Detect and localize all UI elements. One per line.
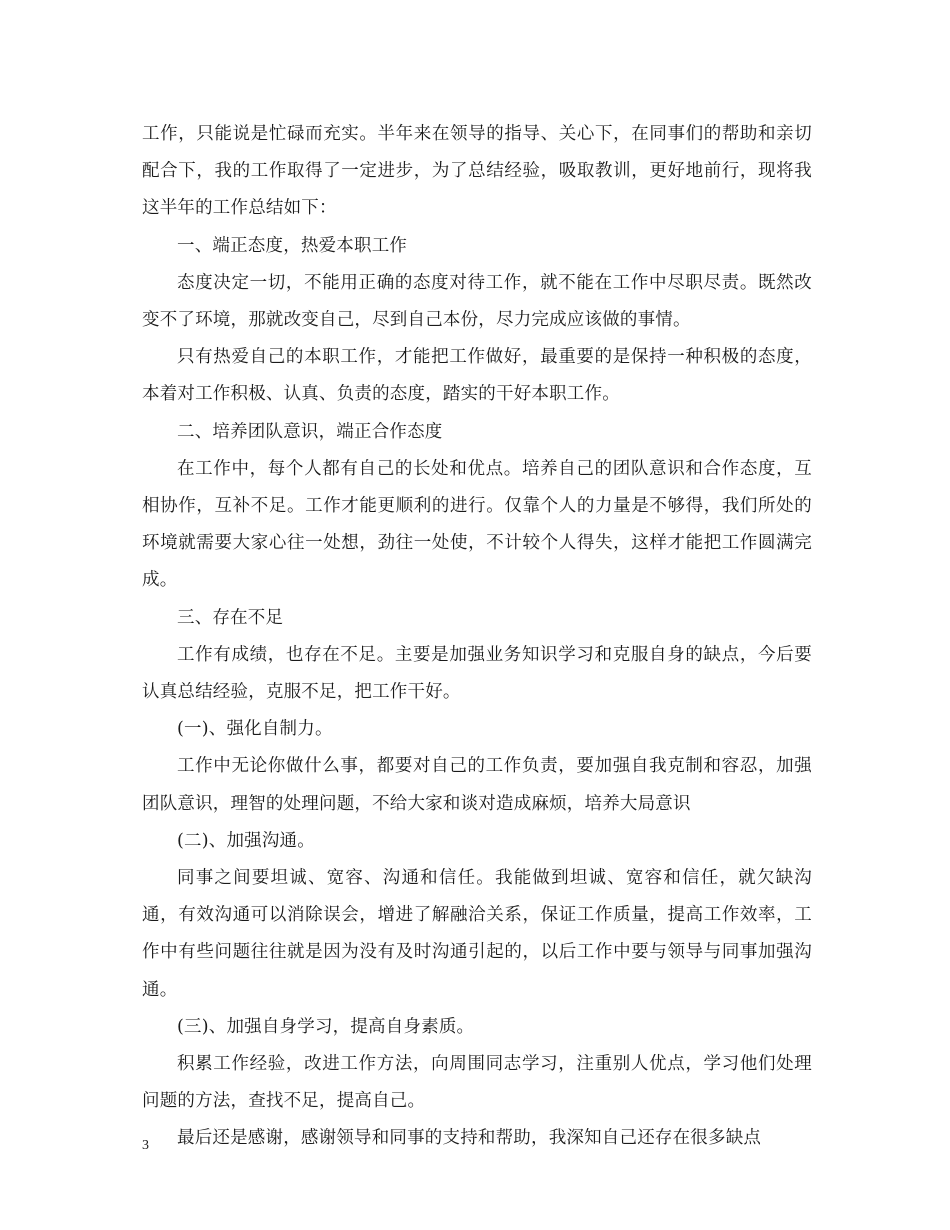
paragraph: 积累工作经验，改进工作方法，向周围同志学习，注重别人优点，学习他们处理问题的方法，查找不足，提高自己。 <box>142 1054 812 1112</box>
section-heading: 二、培养团队意识，端正合作态度 <box>177 421 443 442</box>
paragraph: 同事之间要坦诚、宽容、沟通和信任。我能做到坦诚、宽容和信任，就欠缺沟通，有效沟通可以消除误会，增进了解融洽关系，保证工作质量，提高工作效率，工作中有些问题往往就是因为没有及时沟通引起的，以后工作中要与领导与同事加强沟通。 <box>142 868 812 1000</box>
paragraph: 最后还是感谢，感谢领导和同事的支持和帮助，我深知自己还存在很多缺点 <box>177 1128 762 1149</box>
section-heading: 三、存在不足 <box>177 607 284 628</box>
paragraph: 只有热爱自己的本职工作，才能把工作做好，最重要的是保持一种积极的态度，本着对工作积极、认真、负责的态度，踏实的干好本职工作。 <box>142 347 812 405</box>
paragraph: 工作中无论你做什么事，都要对自己的工作负责，要加强自我克制和容忍，加强团队意识，理智的处理问题，不给大家和谈对造成麻烦，培养大局意识 <box>142 756 812 814</box>
paragraph: 在工作中，每个人都有自己的长处和优点。培养自己的团队意识和合作态度，互相协作，互补不足。工作才能更顺利的进行。仅靠个人的力量是不够得，我们所处的环境就需要大家心往一处想，劲往一处使，不计较个人得失，这样才能把工作圆满完成。 <box>142 458 812 591</box>
subsection-heading: (一)、强化自制力。 <box>177 719 333 740</box>
section-heading: 一、端正态度，热爱本职工作 <box>177 235 408 256</box>
subsection-heading: (二)、加强沟通。 <box>177 830 315 851</box>
paragraph: 工作，只能说是忙碌而充实。半年来在领导的指导、关心下，在同事们的帮助和亲切配合下，我的工作取得了一定进步，为了总结经验，吸取教训，更好地前行，现将我这半年的工作总结如下： <box>142 124 812 219</box>
document-body <box>142 116 812 1158</box>
page-number: 3 <box>142 1138 149 1153</box>
paragraph: 工作有成绩，也存在不足。主要是加强业务知识学习和克服自身的缺点，今后要认真总结经验，克服不足，把工作干好。 <box>142 644 812 703</box>
paragraph: 态度决定一切，不能用正确的态度对待工作，就不能在工作中尽职尽责。既然改变不了环境，那就改变自己，尽到自己本份，尽力完成应该做的事情。 <box>142 272 812 331</box>
subsection-heading: (三)、加强自身学习，提高自身素质。 <box>177 1016 475 1037</box>
